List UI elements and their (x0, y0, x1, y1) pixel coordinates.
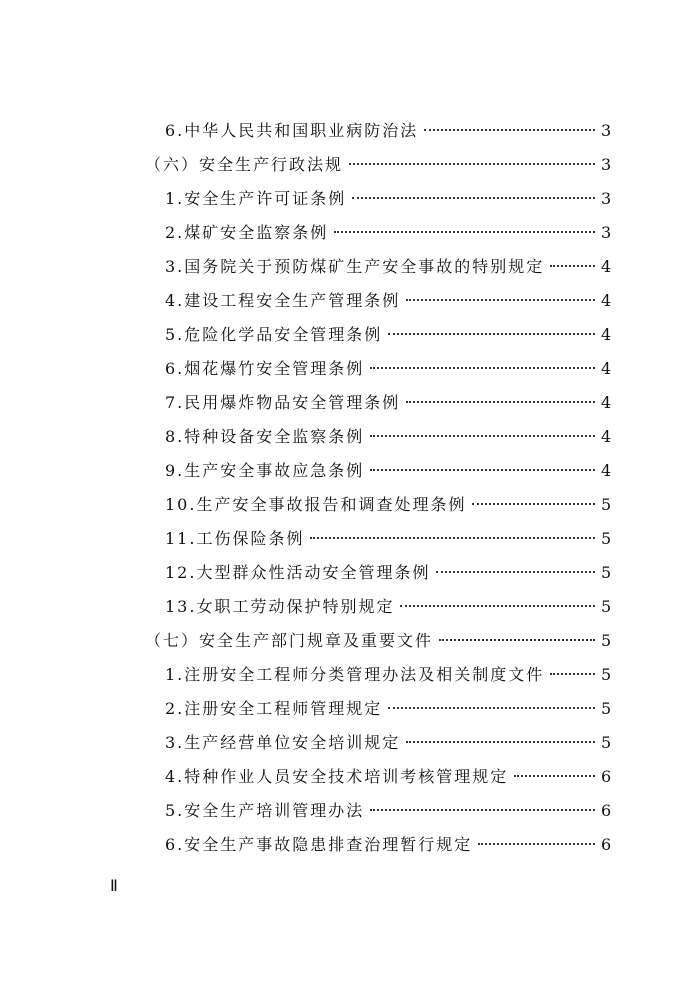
dot-leader (514, 775, 595, 777)
toc-entry-page: 5 (601, 597, 612, 616)
toc-entry-title: 1.安全生产许可证条例 (165, 189, 347, 208)
toc-entry[interactable] (145, 594, 611, 628)
dot-leader (370, 435, 595, 437)
toc-entry[interactable] (145, 458, 611, 492)
table-of-contents (145, 118, 611, 866)
dot-leader (352, 197, 595, 199)
dot-leader (400, 605, 595, 607)
toc-entry[interactable] (145, 798, 611, 832)
dot-leader (550, 265, 595, 267)
dot-leader (424, 129, 595, 131)
toc-entry-title: 3.生产经营单位安全培训规定 (165, 733, 401, 752)
toc-entry-title: 11.工伤保险条例 (165, 529, 305, 548)
toc-entry[interactable] (145, 764, 611, 798)
toc-entry[interactable] (145, 560, 611, 594)
dot-leader (406, 741, 595, 743)
toc-entry[interactable] (145, 390, 611, 424)
toc-entry[interactable] (145, 186, 611, 220)
dot-leader (334, 231, 595, 233)
toc-entry-page: 4 (601, 393, 612, 412)
toc-entry-page: 6 (601, 801, 612, 820)
toc-entry-title: 4.建设工程安全生产管理条例 (165, 291, 401, 310)
dot-leader (349, 163, 595, 165)
toc-entry-title: 6.中华人民共和国职业病防治法 (165, 121, 419, 140)
toc-entry-title: 6.烟花爆竹安全管理条例 (165, 359, 365, 378)
toc-entry-title: 9.生产安全事故应急条例 (165, 461, 365, 480)
toc-entry-page: 4 (601, 461, 612, 480)
dot-leader (388, 333, 595, 335)
toc-entry[interactable] (145, 118, 611, 152)
toc-entry[interactable] (145, 424, 611, 458)
dot-leader (388, 707, 595, 709)
dot-leader (406, 299, 595, 301)
toc-entry-title: 10.生产安全事故报告和调查处理条例 (165, 495, 467, 514)
toc-entry-page: 3 (601, 223, 612, 242)
toc-entry[interactable] (145, 322, 611, 356)
toc-entry-title: 12.大型群众性活动安全管理条例 (165, 563, 431, 582)
toc-section[interactable] (145, 628, 611, 662)
toc-entry[interactable] (145, 696, 611, 730)
toc-entry-page: 4 (601, 257, 612, 276)
toc-entry-page: 4 (601, 427, 612, 446)
toc-entry[interactable] (145, 254, 611, 288)
toc-entry-page: 5 (601, 529, 612, 548)
toc-entry-page: 4 (601, 325, 612, 344)
toc-entry-title: 1.注册安全工程师分类管理办法及相关制度文件 (165, 665, 545, 684)
toc-entry-title: 13.女职工劳动保护特别规定 (165, 597, 395, 616)
toc-entry-page: 5 (601, 631, 612, 650)
toc-entry-page: 4 (601, 359, 612, 378)
toc-section-title: （六）安全生产行政法规 (145, 155, 344, 174)
toc-entry-title: 8.特种设备安全监察条例 (165, 427, 365, 446)
toc-entry-title: 6.安全生产事故隐患排查治理暂行规定 (165, 835, 473, 854)
toc-entry-page: 3 (601, 155, 612, 174)
toc-entry[interactable] (145, 492, 611, 526)
toc-entry-page: 5 (601, 699, 612, 718)
toc-entry-page: 5 (601, 563, 612, 582)
toc-entry-title: 2.煤矿安全监察条例 (165, 223, 329, 242)
dot-leader (550, 673, 595, 675)
page-number: Ⅱ (110, 878, 118, 895)
toc-entry-title: 2.注册安全工程师管理规定 (165, 699, 383, 718)
toc-entry-title: 3.国务院关于预防煤矿生产安全事故的特别规定 (165, 257, 545, 276)
dot-leader (472, 503, 595, 505)
dot-leader (370, 809, 595, 811)
toc-entry[interactable] (145, 662, 611, 696)
toc-entry-page: 3 (601, 189, 612, 208)
dot-leader (436, 571, 595, 573)
toc-section-title: （七）安全生产部门规章及重要文件 (145, 631, 434, 650)
toc-entry-title: 7.民用爆炸物品安全管理条例 (165, 393, 401, 412)
dot-leader (478, 843, 595, 845)
dot-leader (406, 401, 595, 403)
dot-leader (310, 537, 595, 539)
toc-entry[interactable] (145, 730, 611, 764)
toc-entry[interactable] (145, 356, 611, 390)
toc-entry-page: 6 (601, 835, 612, 854)
toc-section[interactable] (145, 152, 611, 186)
toc-entry-title: 5.危险化学品安全管理条例 (165, 325, 383, 344)
toc-entry-page: 5 (601, 733, 612, 752)
toc-entry-title: 4.特种作业人员安全技术培训考核管理规定 (165, 767, 509, 786)
toc-entry[interactable] (145, 526, 611, 560)
toc-entry-page: 5 (601, 495, 612, 514)
toc-entry[interactable] (145, 832, 611, 866)
toc-entry-page: 3 (601, 121, 612, 140)
toc-entry[interactable] (145, 288, 611, 322)
toc-entry-title: 5.安全生产培训管理办法 (165, 801, 365, 820)
toc-entry[interactable] (145, 220, 611, 254)
toc-entry-page: 6 (601, 767, 612, 786)
toc-entry-page: 5 (601, 665, 612, 684)
dot-leader (439, 639, 595, 641)
toc-entry-page: 4 (601, 291, 612, 310)
dot-leader (370, 469, 595, 471)
dot-leader (370, 367, 595, 369)
